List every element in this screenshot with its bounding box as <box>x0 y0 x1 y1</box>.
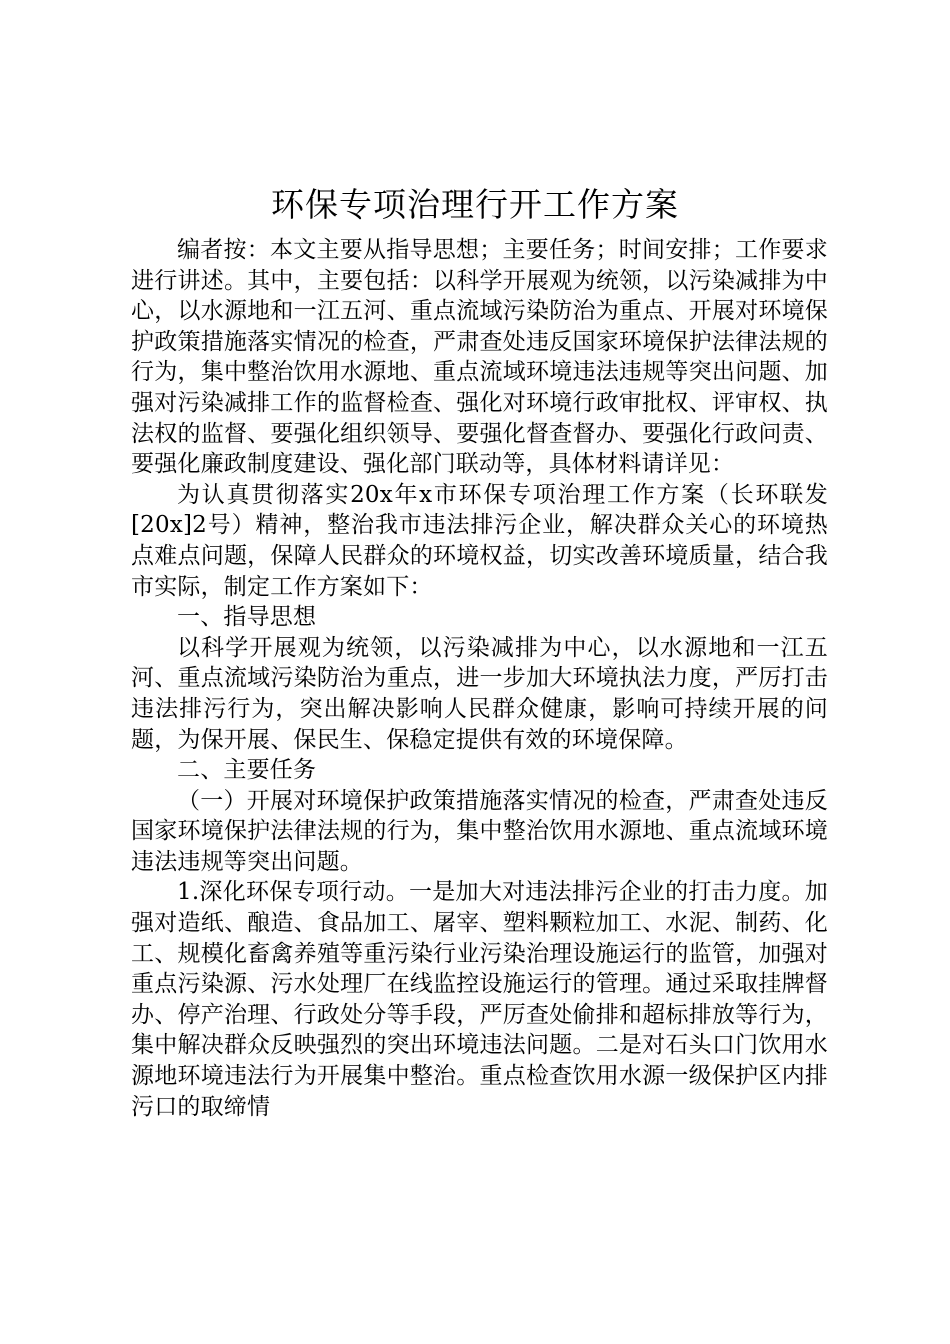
task-1-paragraph: （一）开展对环境保护政策措施落实情况的检查，严肃查处违反国家环境保护法律法规的行为，集中整治饮用水源地、重点流域环境违法违规等突出问题。 <box>131 787 828 875</box>
section-heading-guiding-ideology: 一、指导思想 <box>177 604 317 631</box>
intro-paragraph: 为认真贯彻落实20x年x市环保专项治理工作方案（长环联发[20x]2号）精神，整治我市违法排污企业，解决群众关心的环境热点难点问题，保障人民群众的环境权益，切实改善环境质量，结合我市实际，制定工作方案如下： <box>131 481 828 600</box>
guiding-ideology-paragraph: 以科学开展观为统领，以污染减排为中心，以水源地和一江五河、重点流域污染防治为重点，进一步加大环境执法力度，严厉打击违法排污行为，突出解决影响人民群众健康，影响可持续开展的问题，为保开展、保民生、保稳定提供有效的环境保障。 <box>131 634 828 753</box>
section-heading-main-tasks: 二、主要任务 <box>177 757 317 784</box>
task-1-1-paragraph: 1.深化环保专项行动。一是加大对违法排污企业的打击力度。加强对造纸、酿造、食品加工、屠宰、塑料颗粒加工、水泥、制药、化工、规模化畜禽养殖等重污染行业污染治理设施运行的监管，加强对重点污染源、污水处理厂在线监控设施运行的管理。通过采取挂牌督办、停产治理、行政处分等手段，严厉查处偷排和超标排放等行为，集中解决群众反映强烈的突出环境违法问题。二是对石头口门饮用水源地环境违法行为开展集中整治。重点检查饮用水源一级保护区内排污口的取缔情 <box>131 879 828 1120</box>
document-body <box>131 235 828 1122</box>
document-title: 环保专项治理行开工作方案 <box>271 185 679 224</box>
editor-note-paragraph: 编者按：本文主要从指导思想；主要任务；时间安排；工作要求进行讲述。其中，主要包括：以科学开展观为统领，以污染减排为中心，以水源地和一江五河、重点流域污染防治为重点、开展对环境保护政策措施落实情况的检查，严肃查处违反国家环境保护法律法规的行为，集中整治饮用水源地、重点流域环境违法违规等突出问题、加强对污染减排工作的监督检查、强化对环境行政审批权、评审权、执法权的监督、要强化组织领导、要强化督查督办、要强化行政问责、要强化廉政制度建设、强化部门联动等，具体材料请详见： <box>131 237 828 478</box>
